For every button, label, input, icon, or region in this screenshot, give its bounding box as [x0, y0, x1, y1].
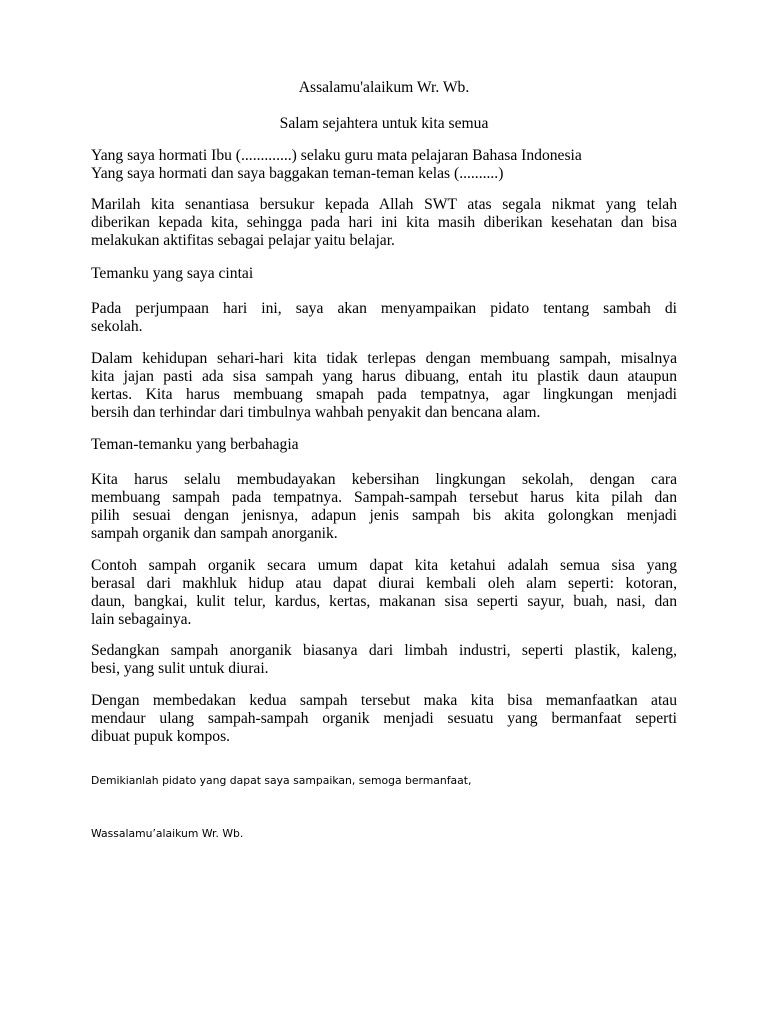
paragraph-line: Dengan membedakan kedua sampah tersebut maka kita bisa memanfaatkan atau — [91, 692, 677, 709]
respect-line-classmates: Yang saya hormati dan saya baggakan teman-teman kelas (..........) — [91, 165, 504, 182]
paragraph-line: Dalam kehidupan sehari-hari kita tidak terlepas dengan membuang sampah, misalnya — [91, 350, 677, 367]
address-friends: Temanku yang saya cintai — [91, 265, 254, 282]
closing-line: Demikianlah pidato yang dapat saya sampaikan, semoga bermanfaat, — [91, 774, 472, 787]
paragraph-line: diberikan kepada kita, sehingga pada hari ini kita masih diberikan kesehatan dan bisa — [91, 214, 677, 231]
paragraph-line: berasal dari makhluk hidup atau dapat diurai kembali oleh alam seperti: kotoran, — [91, 575, 677, 592]
greeting-heading: Assalamu'alaikum Wr. Wb. — [298, 79, 470, 96]
paragraph-line: lain sebagainya. — [91, 611, 192, 628]
paragraph-line: kita jajan pasti ada sisa sampah yang harus dibuang, entah itu plastik daun ataupun — [91, 368, 677, 385]
paragraph-line: bersih dan terhindar dari timbulnya wahbah penyakit dan bencana alam. — [91, 404, 541, 421]
paragraph-line: Marilah kita senantiasa bersukur kepada Allah SWT atas segala nikmat yang telah — [91, 196, 677, 213]
paragraph-line: Sedangkan sampah anorganik biasanya dari limbah industri, seperti plastik, kaleng, — [91, 642, 677, 659]
paragraph-line: daun, bangkai, kulit telur, kardus, kertas, makanan sisa seperti sayur, buah, nasi, dan — [91, 593, 677, 610]
paragraph-line: dibuat pupuk kompos. — [91, 728, 231, 745]
paragraph-line: Pada perjumpaan hari ini, saya akan menyampaikan pidato tentang sambah di — [91, 300, 677, 317]
farewell-line: Wassalamu’alaikum Wr. Wb. — [91, 827, 244, 840]
paragraph-line: Contoh sampah organik secara umum dapat kita ketahui adalah semua sisa yang — [91, 557, 677, 574]
paragraph-line: kertas. Kita harus membuang smapah pada tempatnya, agar lingkungan menjadi — [91, 386, 677, 403]
paragraph-line: Kita harus selalu membudayakan kebersihan lingkungan sekolah, dengan cara — [91, 471, 677, 488]
paragraph-line: melakukan aktifitas sebagai pelajar yaitu belajar. — [91, 232, 395, 249]
paragraph-line: besi, yang sulit untuk diurai. — [91, 660, 269, 677]
paragraph-line: sekolah. — [91, 318, 143, 335]
paragraph-line: pilih sesuai dengan jenisnya, adapun jenis sampah bis akita golongkan menjadi — [91, 507, 677, 524]
paragraph-line: mendaur ulang sampah-sampah organik menjadi sesuatu yang bermanfaat seperti — [91, 710, 677, 727]
paragraph-line: membuang sampah pada tempatnya. Sampah-sampah tersebut harus kita pilah dan — [91, 489, 677, 506]
salutation-heading: Salam sejahtera untuk kita semua — [279, 115, 489, 132]
paragraph-line: sampah organik dan sampah anorganik. — [91, 525, 338, 542]
address-happy-friends: Teman-temanku yang berbahagia — [91, 436, 299, 453]
respect-line-teacher: Yang saya hormati Ibu (.............) selaku guru mata pelajaran Bahasa Indonesia — [91, 147, 582, 164]
